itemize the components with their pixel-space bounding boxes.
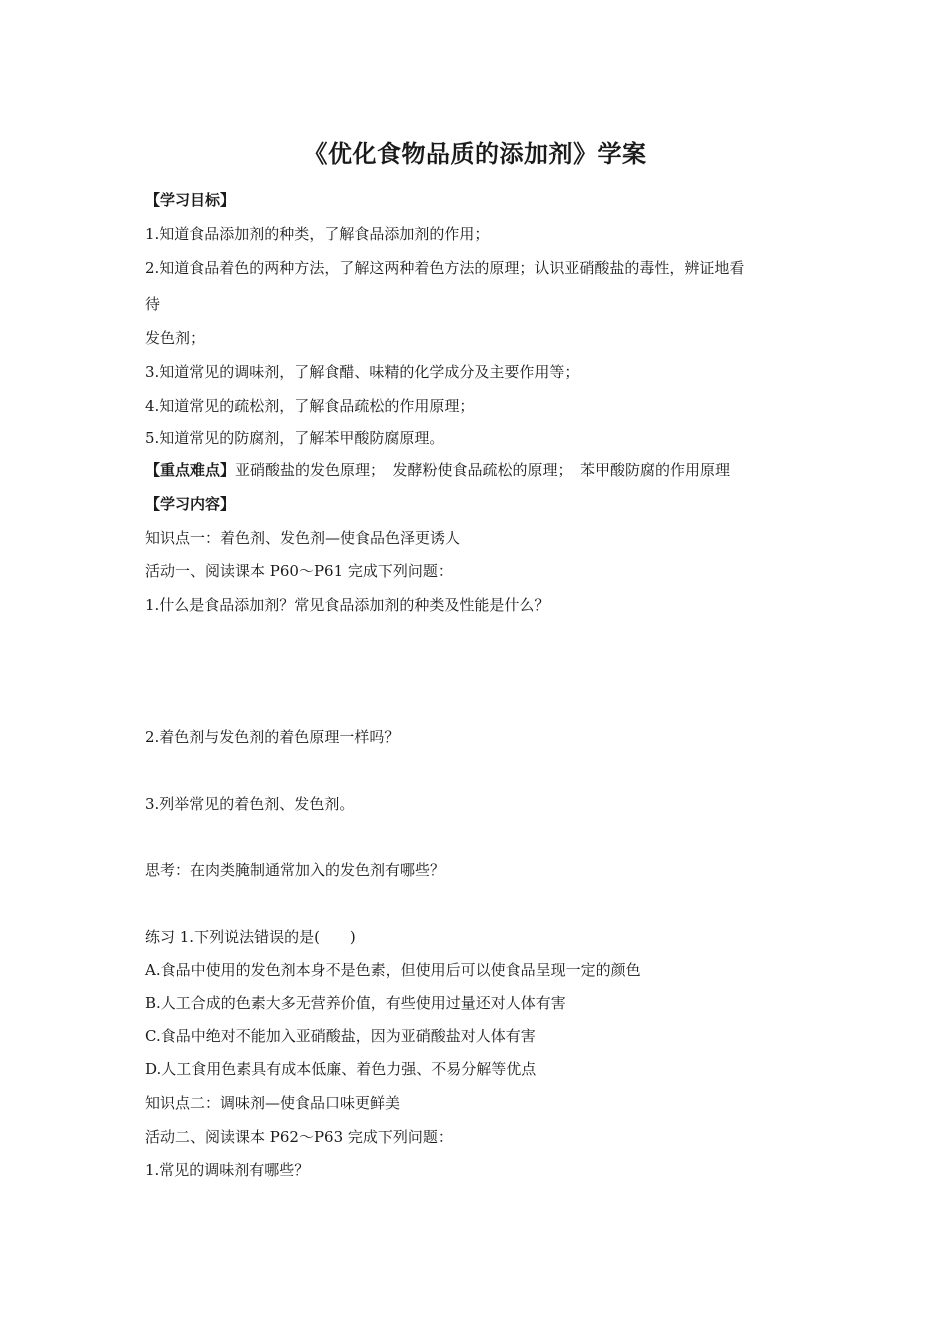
page-title: 《优化食物品质的添加剂》学案: [303, 140, 647, 168]
objective-item: 2.知道食品着色的两种方法，了解这两种着色方法的原理；认识亚硝酸盐的毒性，辨证地看: [145, 259, 745, 277]
knowledge-point-2: 知识点二：调味剂—使食品口味更鲜美: [145, 1094, 401, 1112]
question-1-1: 1.什么是食品添加剂？常见食品添加剂的种类及性能是什么？: [145, 596, 550, 614]
objective-item: 发色剂；: [145, 329, 206, 347]
objective-item: 5.知道常见的防腐剂，了解苯甲酸防腐原理。: [145, 429, 445, 447]
activity-1: 活动一、阅读课本 P60～P61 完成下列问题：: [145, 562, 453, 580]
exercise-option-d: D.人工食用色素具有成本低廉、着色力强、不易分解等优点: [145, 1060, 537, 1078]
objectives-heading: 【学习目标】: [145, 191, 236, 209]
key-points: [145, 460, 730, 480]
activity-2: 活动二、阅读课本 P62～P63 完成下列问题：: [145, 1128, 453, 1146]
exercise-option-a: A.食品中使用的发色剂本身不是色素，但使用后可以使食品呈现一定的颜色: [145, 961, 641, 979]
content-heading: 【学习内容】: [145, 495, 236, 513]
objective-item: 4.知道常见的疏松剂，了解食品疏松的作用原理；: [145, 397, 475, 415]
objective-item: 待: [145, 295, 161, 313]
think-question: 思考：在肉类腌制通常加入的发色剂有哪些？: [145, 861, 446, 879]
objective-item: 3.知道常见的调味剂，了解食醋、味精的化学成分及主要作用等；: [145, 363, 580, 381]
question-2-1: 1.常见的调味剂有哪些？: [145, 1161, 310, 1179]
objective-item: 1.知道食品添加剂的种类，了解食品添加剂的作用；: [145, 225, 490, 243]
exercise-option-c: C.食品中绝对不能加入亚硝酸盐，因为亚硝酸盐对人体有害: [145, 1027, 536, 1045]
exercise-option-b: B.人工合成的色素大多无营养价值，有些使用过量还对人体有害: [145, 994, 566, 1012]
knowledge-point-1: 知识点一：着色剂、发色剂—使食品色泽更诱人: [145, 529, 461, 547]
question-1-3: 3.列举常见的着色剂、发色剂。: [145, 795, 355, 813]
key-points-text: 亚硝酸盐的发色原理； 发酵粉使食品疏松的原理； 苯甲酸防腐的作用原理: [235, 461, 731, 479]
key-points-heading: 【重点难点】: [145, 461, 236, 479]
question-1-2: 2.着色剂与发色剂的着色原理一样吗？: [145, 728, 400, 746]
exercise-1: 练习 1.下列说法错误的是( ): [145, 928, 356, 946]
